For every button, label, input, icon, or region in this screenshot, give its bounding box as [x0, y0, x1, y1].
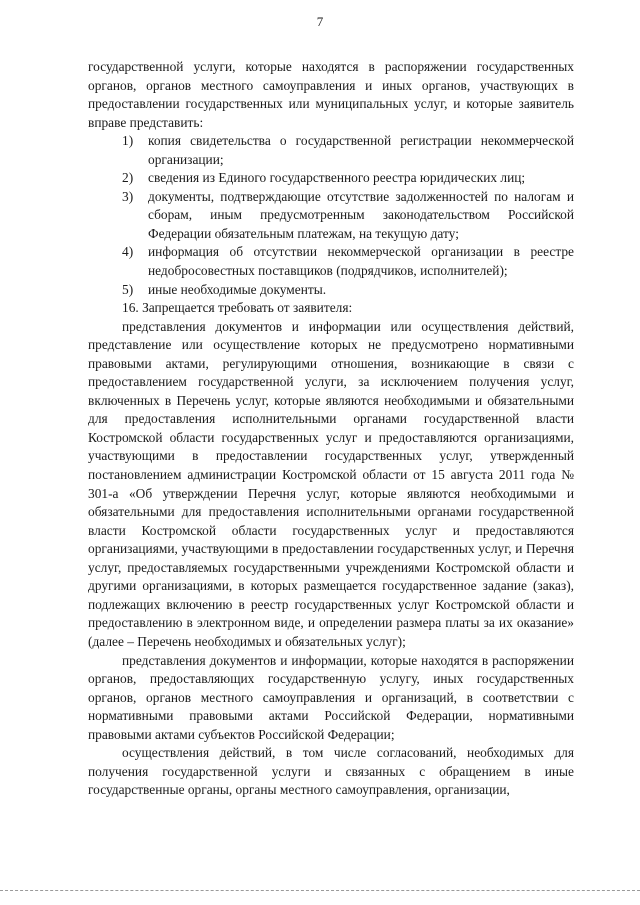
- list-item: [88, 169, 574, 188]
- list-item-text: иные необходимые документы.: [148, 281, 327, 297]
- list-item-text: информация об отсутствии некоммерческой организации в реестре недобросовестных поставщиков (подрядчиков, исполнителей);: [148, 244, 574, 279]
- list-item: [88, 132, 574, 169]
- list-item-number: 4): [122, 244, 134, 260]
- list-item-number: 3): [122, 188, 134, 204]
- paragraph-continuation: государственной услуги, которые находятся в распоряжении государственных органов, органов местного самоуправления и иных органов, участвующих в предоставлении государственных или муниципальных услуг, и которые заявитель вправе представить:: [88, 59, 574, 130]
- list-item-text: документы, подтверждающие отсутствие задолженностей по налогам и сборам, иным предусмотренным законодательством Российской Федерации обязательным платежам, на текущую дату;: [148, 188, 574, 241]
- list-item-number: 5): [122, 281, 134, 297]
- clause-16-heading: 16. Запрещается требовать от заявителя:: [122, 300, 353, 316]
- paragraph-prohibition-b: представления документов и информации, которые находятся в распоряжении органов, предоставляющих государственную услугу, иных государственных органов, органов местного самоуправления и организаций, в соответствии с нормативными правовыми актами Российской Федерации, нормативными правовыми актами субъектов Российской Федерации;: [88, 652, 574, 742]
- page-number: 7: [316, 14, 324, 29]
- footer-divider: [0, 890, 640, 891]
- list-item-number: 2): [122, 170, 134, 186]
- list-item-text: сведения из Единого государственного реестра юридических лиц;: [148, 170, 526, 186]
- document-body: [88, 58, 574, 800]
- paragraph-prohibition-c: осуществления действий, в том числе согласований, необходимых для получения государственной услуги и связанных с обращением в иные государственные органы, органы местного самоуправления, организации,: [88, 745, 574, 798]
- list-item-number: 1): [122, 133, 134, 149]
- list-item: [88, 243, 574, 280]
- list-item: [88, 281, 574, 300]
- paragraph-prohibition-a: представления документов и информации или осуществления действий, представление или осуществление которых не предусмотрено нормативными правовыми актами, регулирующими отношения, возникающие в связи с предоставлением государственной услуги, за исключением получения услуг, включенных в Перечень услуг, которые являются необходимыми и обязательными для предоставления исполнительными органами государственной власти Костромской области государственных услуг и предоставляются организациями, участвующими в предоставлении государственных услуг, утвержденный постановлением администрации Костромской области от 15 августа 2011 года № 301-а «Об утверждении Перечня услуг, которые являются необходимыми и обязательными для предоставления исполнительными органами государственной власти Костромской области государственных услуг и предоставляются организациями, участвующими в предоставлении государственных услуг, и Перечня услуг, предоставляемых государственными учреждениями Костромской области и другими организациями, в которых размещается государственное задание (заказ), подлежащих включению в реестр государственных услуг Костромской области и предоставлению в электронном виде, и определении размера платы за их оказание» (далее – Перечень необходимых и обязательных услуг);: [88, 318, 574, 649]
- list-item-text: копия свидетельства о государственной регистрации некоммерческой организации;: [148, 133, 574, 167]
- list-item: [88, 188, 574, 244]
